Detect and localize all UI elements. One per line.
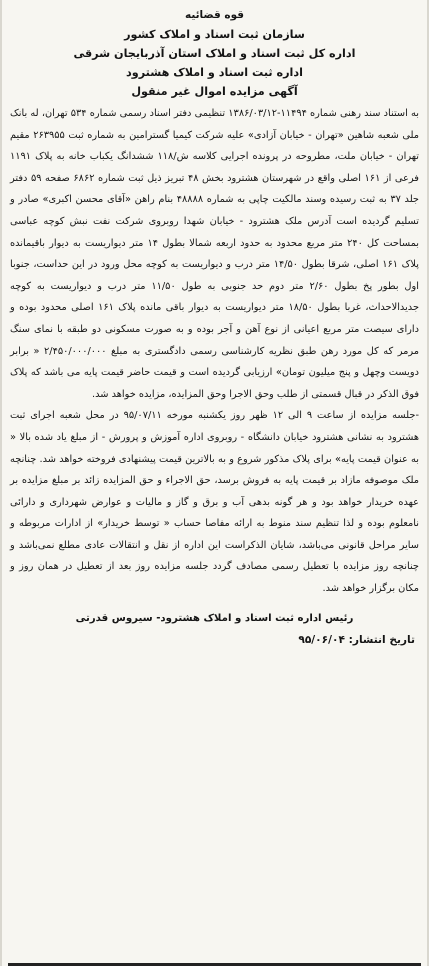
signature-line: رئیس اداره ثبت اسناد و املاک هشترود- سیروس قدرتی <box>75 612 354 624</box>
local-office-title: اداره ثبت اسناد و املاک هشترود <box>126 66 303 79</box>
notice-header <box>10 6 419 101</box>
organization-title: سازمان ثبت اسناد و املاک کشور <box>124 28 305 41</box>
provincial-office-title: اداره کل ثبت اسناد و املاک استان آذربایجان شرقی <box>73 47 356 60</box>
notice-body <box>10 103 419 600</box>
publish-date: تاریخ انتشار: ۹۵/۰۶/۰۴ <box>298 633 415 646</box>
property-description-paragraph: به استناد سند رهنی شماره ۱۱۴۹۴-۱۳۸۶/۰۳/۱۲ تنظیمی دفتر اسناد رسمی شماره ۵۳۴ تهران، له بانک ملی شعبه شاهین «تهران - خیابان آزادی» علیه شرکت کیمیا گسترامین به شماره ثبت ۲۶۳۹۵۵ مقیم تهران - خیابان ملت، مطروحه در پرونده اجرایی کلاسه ش/۱۱۸ ششدانگ یکباب خانه به پلاک ۱۱۹۱ فرعی از ۱۶۱ اصلی واقع در شهرستان هشترود بخش ۴۸ تبریز ذیل ثبت شماره ۶۸۶۲ صفحه ۵۹ دفتر جلد ۳۷ به ثبت رسیده وسند مالکیت چاپی به شماره ۴۸۸۸۸ بنام راهن «آقای محسن اکبری» صادر و تسلیم گردیده است آدرس ملک هشترود - خیابان شهدا روبروی شرکت نفت نبش کوچه عباسی بمساحت کل ۲۴۰ متر مربع محدود به حدود اربعه شمالا بطول ۱۴ متر دیواریست به دیوار باقیمانده پلاک ۱۶۱ اصلی، شرقا بطول ۱۴/۵۰ متر درب و دیواریست به کوچه محل ورود در این حداست، جنوبا اول بطور پخ بطول ۲/۶۰ متر دوم حد جنوبی به طول ۱۱/۵۰ متر درب و دیواریست به کوچه جدیدالاحداث، غربا بطول ۱۸/۵۰ متر دیواریست به دیوار باقی مانده پلاک ۱۶۱ اصلی محدود بوده و دارای سیصت متر مربع اعیانی از نوع آهن و آجر بوده و به صورت مسکونی دو طبقه با نمای سنگ مرمر که کل مورد رهن طبق نظریه کارشناسی رسمی دادگستری به مبلغ ۲/۴۵۰/۰۰۰/۰۰۰ « برابر دویست وچهل و پنج میلیون تومان» ارزیابی گردیده است و قیمت حاضر قیمت پایه می باشد که پلاک فوق الذکر در قبال قسمتی از طلب وحق الاجرا وحق المزایده، مزایده خواهد شد. <box>10 108 420 400</box>
notice-title: آگهی مزایده اموال غیر منقول <box>131 85 298 98</box>
judiciary-title: قوه قضائیه <box>184 9 245 21</box>
auction-session-paragraph: -جلسه مزایده از ساعت ۹ الی ۱۲ ظهر روز یکشنبه مورخه ۹۵/۰۷/۱۱ در محل شعبه اجرای ثبت هشترود به نشانی هشترود خیابان دانشگاه - روبروی اداره آموزش و پرورش - از مبلغ یاد شده بالا « به عنوان قیمت پایه» برای پلاک مذکور شروع و به بالاترین قیمت پیشنهادی فروخته خواهد شد. چنانچه ملک موصوفه مازاد بر قیمت پایه به فروش برسد، حق الاجراء و حق المزایده زائد بر مبلغ مزایده بر عهده خریدار خواهد بود و هر گونه بدهی آب و برق و گاز و مالیات و عوارض شهرداری و دارائی نامعلوم بوده و لذا تنظیم سند منوط به ارائه مفاصا حساب « توسط خریدار» از ادارات مربوطه و سایر مراحل قانونی می‌باشد، شایان الذکراست این اداره از نقل و انتقالات عادی مطلع نمی‌باشد و چنانچه روز مزایده با تعطیل رسمی مصادف گردد جلسه مزایده روز بعد از تعطیل در همان روز و مکان برگزار خواهد شد. <box>10 410 419 595</box>
